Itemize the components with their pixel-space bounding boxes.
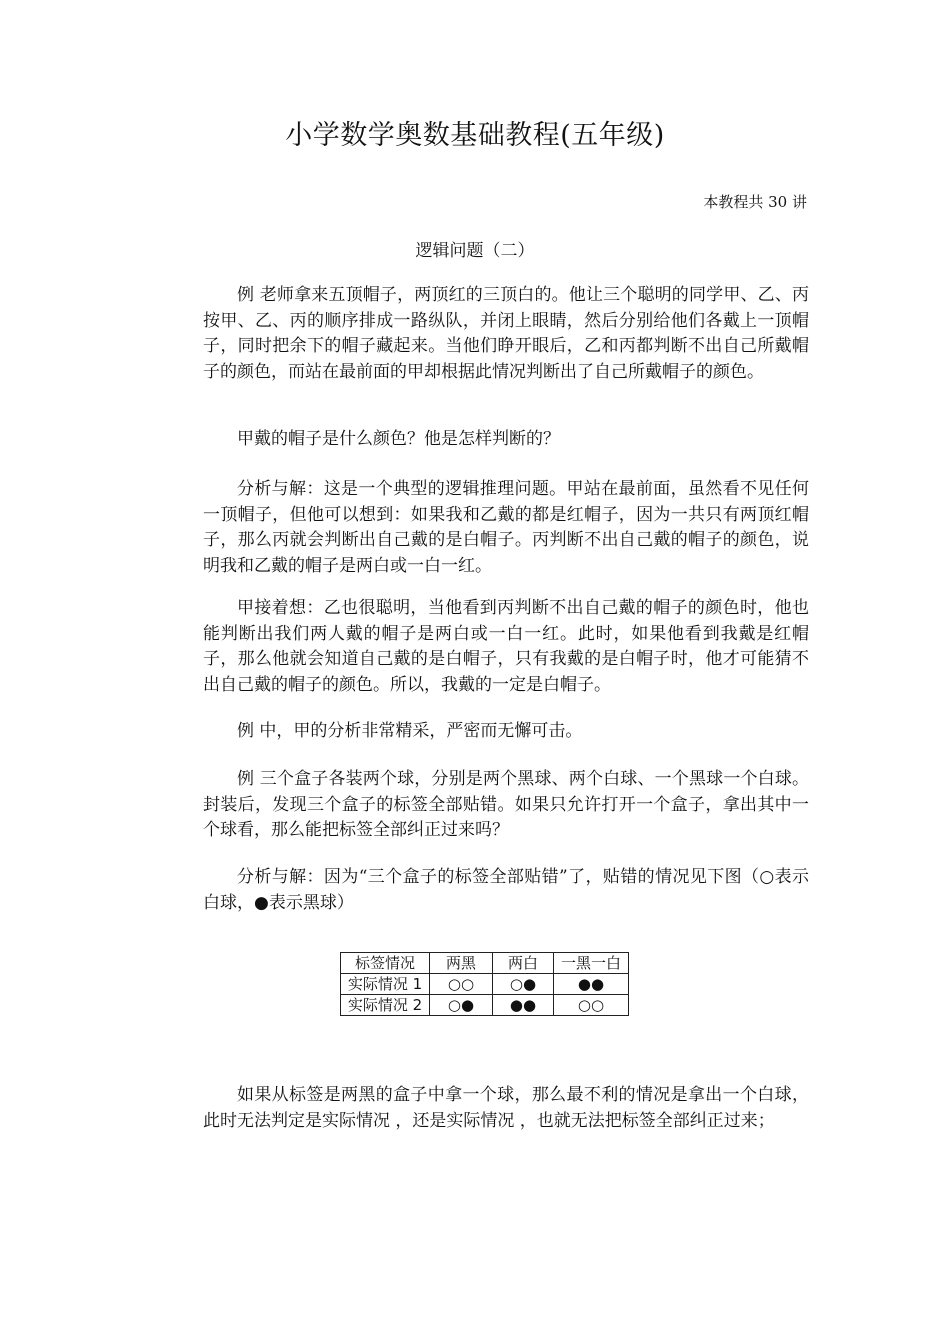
paragraph-analysis-2: 甲接着想：乙也很聪明，当他看到丙判断不出自己戴的帽子的颜色时，他也能判断出我们两人戴的帽子是两白或一白一红。此时，如果他看到我戴是红帽子，那么他就会知道自己戴的是白帽子，只有我戴的是白帽子时，他才可能猜不出自己戴的帽子的颜色。所以，我戴的一定是白帽子。	[203, 598, 809, 695]
table-header-cell: 一黑一白	[554, 953, 629, 974]
table-cell: ○○	[430, 974, 493, 995]
paragraph-example-boxes: 例 三个盒子各装两个球，分别是两个黑球、两个白球、一个黑球一个白球。封装后，发现三个盒子的标签全部贴错。如果只允许打开一个盒子，拿出其中一个球看，那么能把标签全部纠正过来吗？	[203, 769, 809, 840]
table-cell: 实际情况 1	[341, 974, 430, 995]
paragraph-analysis-continued: 如果从标签是两黑的盒子中拿一个球，那么最不利的情况是拿出一个白球，此时无法判定是实际情况 ，还是实际情况 ，也就无法把标签全部纠正过来；	[203, 1085, 809, 1131]
lesson-title: 逻辑问题（二）	[415, 241, 535, 261]
table-row	[341, 995, 629, 1016]
paragraph-example-hats: 例 老师拿来五顶帽子，两顶红的三顶白的。他让三个聪明的同学甲、乙、丙按甲、乙、丙的顺序排成一路纵队，并闭上眼睛，然后分别给他们各戴上一顶帽子，同时把余下的帽子藏起来。当他们睁开眼后，乙和丙都判断不出自己所戴帽子的颜色，而站在最前面的甲却根据此情况判断出了自己所戴帽子的颜色。	[203, 285, 809, 382]
label-table	[340, 952, 629, 1016]
table-header-cell: 两白	[493, 953, 554, 974]
table-header-cell: 标签情况	[341, 953, 430, 974]
document-title: 小学数学奥数基础教程(五年级)	[285, 120, 665, 151]
course-note: 本教程共 30 讲	[703, 193, 807, 211]
table-header-row	[341, 953, 629, 974]
table-row	[341, 974, 629, 995]
table-cell: ○●	[430, 995, 493, 1016]
paragraph-analysis-1: 分析与解：这是一个典型的逻辑推理问题。甲站在最前面，虽然看不见任何一顶帽子，但他可以想到：如果我和乙戴的都是红帽子，因为一共只有两顶红帽子，那么丙就会判断出自己戴的是白帽子。丙判断不出自己戴的帽子的颜色，说明我和乙戴的帽子是两白或一白一红。	[203, 479, 809, 576]
table-cell: 实际情况 2	[341, 995, 430, 1016]
table-cell: ○○	[554, 995, 629, 1016]
table-header-cell: 两黑	[430, 953, 493, 974]
paragraph-comment: 例 中，甲的分析非常精采，严密而无懈可击。	[237, 721, 583, 741]
paragraph-question: 甲戴的帽子是什么颜色？他是怎样判断的？	[237, 429, 560, 449]
paragraph-analysis-boxes: 分析与解：因为“三个盒子的标签全部贴错”了，贴错的情况见下图（○表示白球，●表示黑球）	[203, 867, 809, 913]
table-cell: ●●	[554, 974, 629, 995]
table-cell: ○●	[493, 974, 554, 995]
table-cell: ●●	[493, 995, 554, 1016]
